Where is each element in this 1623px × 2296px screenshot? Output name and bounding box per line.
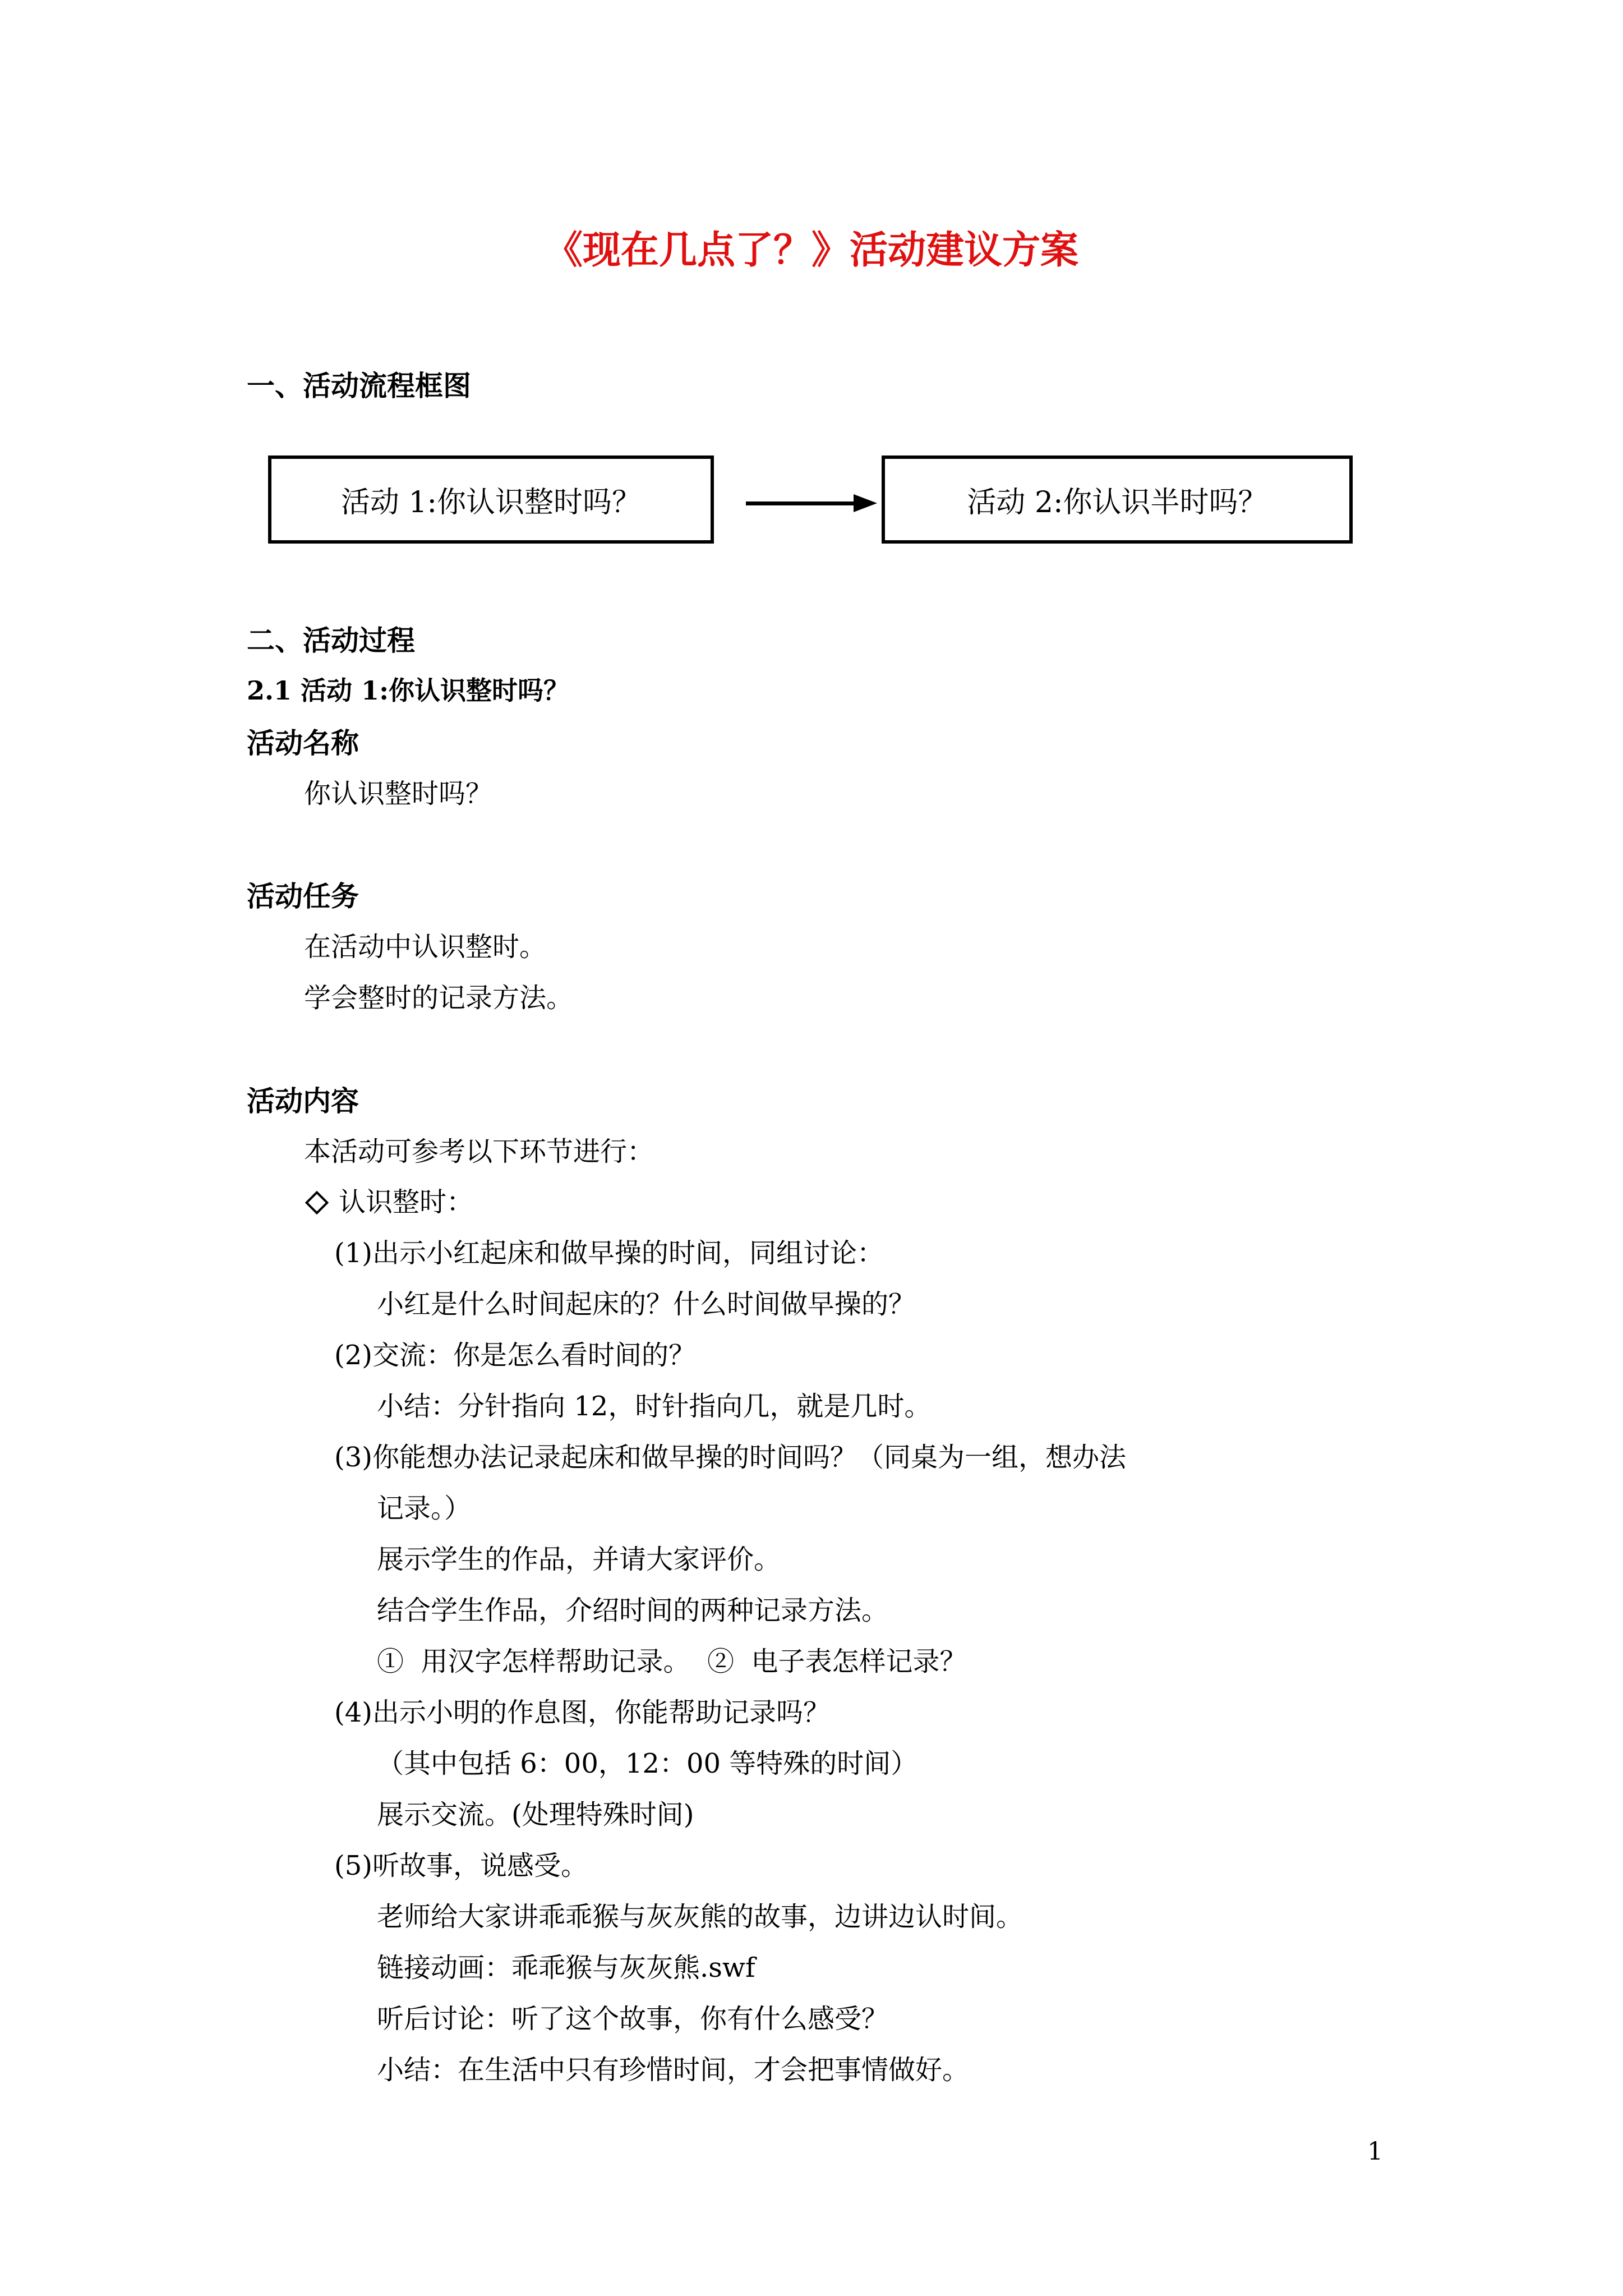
section-heading-process: 二、活动过程 — [247, 624, 415, 657]
content-line: （其中包括 6：00，12：00 等特殊的时间） — [377, 1748, 918, 1779]
flow-box-activity-1 — [268, 455, 714, 544]
activity-name-heading: 活动名称 — [247, 726, 359, 760]
content-line: (1)出示小红起床和做早操的时间，同组讨论： — [334, 1237, 884, 1269]
flow-arrow-head-icon — [854, 494, 877, 512]
content-line: 小结：分针指向 12，时针指向几，就是几时。 — [377, 1391, 932, 1422]
content-line: 结合学生作品，介绍时间的两种记录方法。 — [377, 1595, 889, 1626]
activity-task-heading: 活动任务 — [247, 880, 359, 913]
activity-task-line: 学会整时的记录方法。 — [304, 982, 574, 1014]
activity-name-text: 你认识整时吗？ — [304, 778, 493, 809]
content-line: 展示学生的作品，并请大家评价。 — [377, 1544, 781, 1575]
content-line: 展示交流。(处理特殊时间) — [377, 1799, 694, 1830]
flow-box-activity-2 — [882, 455, 1353, 544]
flow-box-activity-1-label: 活动 1:你认识整时吗？ — [340, 486, 642, 519]
content-line: 链接动画：乖乖猴与灰灰熊.swf — [377, 1952, 755, 1984]
flow-arrow-line — [746, 501, 856, 505]
content-line: 小结：在生活中只有珍惜时间，才会把事情做好。 — [377, 2054, 970, 2086]
content-line: (4)出示小明的作息图，你能帮助记录吗？ — [334, 1697, 830, 1728]
page-title: 《现在几点了？》活动建议方案 — [544, 228, 1078, 273]
content-line: 老师给大家讲乖乖猴与灰灰熊的故事，边讲边认时间。 — [377, 1901, 1023, 1932]
activity-task-line: 在活动中认识整时。 — [304, 931, 547, 963]
content-line: 听后讨论：听了这个故事，你有什么感受？ — [377, 2003, 889, 2035]
bullet-item — [304, 1180, 473, 1219]
activity-content-heading: 活动内容 — [247, 1084, 359, 1117]
subsection-heading-activity-1: 2.1 活动 1:你认识整时吗？ — [247, 675, 570, 706]
content-line: 记录。） — [377, 1493, 472, 1524]
section-heading-flowchart: 一、活动流程框图 — [247, 369, 471, 402]
page-number: 1 — [1367, 2137, 1383, 2166]
content-line: 小红是什么时间起床的？什么时间做早操的？ — [377, 1289, 916, 1320]
diamond-bullet-icon — [305, 1190, 329, 1214]
activity-content-intro: 本活动可参考以下环节进行： — [304, 1136, 654, 1167]
bullet-label: 认识整时： — [339, 1186, 474, 1218]
flow-box-activity-2-label: 活动 2:你认识半时吗？ — [967, 486, 1267, 519]
content-line: (2)交流：你是怎么看时间的？ — [334, 1340, 695, 1371]
content-line: (5)听故事，说感受。 — [334, 1850, 588, 1881]
content-line: ① 用汉字怎样帮助记录。 ② 电子表怎样记录？ — [377, 1646, 967, 1677]
content-line: (3)你能想办法记录起床和做早操的时间吗？（同桌为一组，想办法 — [334, 1442, 1126, 1473]
